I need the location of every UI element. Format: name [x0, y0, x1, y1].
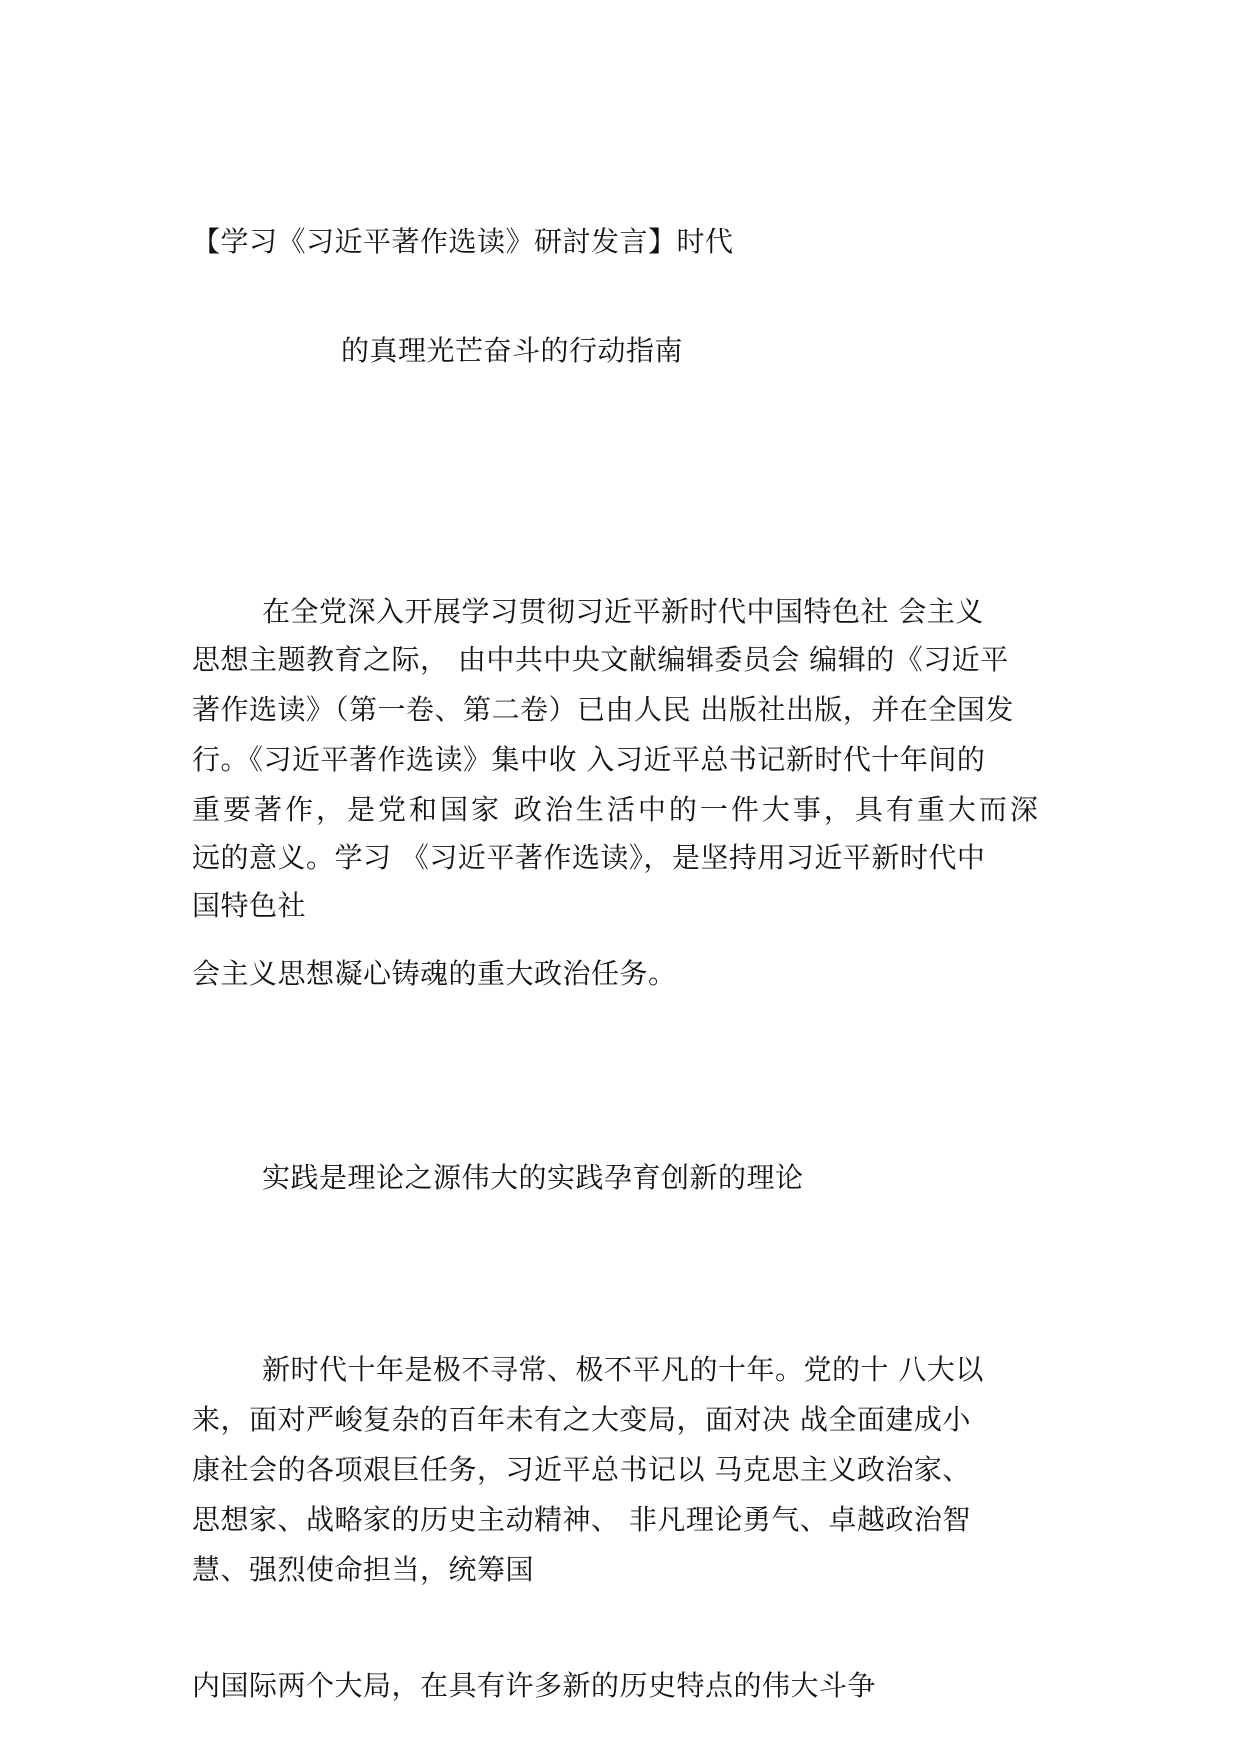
- section-heading: 实践是理论之源伟大的实践孕育创新的理论: [262, 1161, 804, 1194]
- paragraph-1-line: 在全党深入开展学习贯彻习近平新时代中国特色社 会主义: [262, 595, 984, 628]
- paragraph-1-line: 著作选读》（第一卷、第二卷）已由人民 出版社出版，并在全国发: [192, 693, 1014, 726]
- paragraph-2-line: 来，面对严峻复杂的百年未有之大变局，面对决 战全面建成小: [192, 1403, 971, 1436]
- paragraph-2-line: 新时代十年是极不寻常、极不平凡的十年。党的十 八大以: [262, 1353, 984, 1386]
- paragraph-2-line: 内国际两个大局，在具有许多新的历史特点的伟大斗争: [192, 1669, 877, 1702]
- paragraph-2-line: 慧、强烈使命担当，统筹国: [192, 1553, 535, 1586]
- paragraph-1-line: 行。《习近平著作选读》集中收 入习近平总书记新时代十年间的: [192, 743, 986, 776]
- paragraph-1-line: 国特色社: [192, 889, 307, 922]
- paragraph-1-line: 远的意义。学习 《习近平著作选读》，是坚持用习近平新时代中: [192, 841, 986, 874]
- paragraph-2-line: 思想家、战略家的历史主动精神、 非凡理论勇气、卓越政治智: [192, 1503, 971, 1536]
- paragraph-1-line: 会主义思想凝心铸魂的重大政治任务。: [192, 957, 677, 990]
- paragraph-1-line: 思想主题教育之际， 由中共中央文献编辑委员会 编辑的《习近平: [192, 643, 1009, 676]
- document-title-line-1: 【学习《习近平著作选读》研討发言】时代: [192, 225, 734, 258]
- document-title-line-2: 的真理光芒奋斗的行动指南: [341, 334, 684, 367]
- paragraph-2-line: 康社会的各项艰巨任务，习近平总书记以 马克思主义政治家、: [192, 1453, 971, 1486]
- paragraph-1-line: 重要著作，是党和国家 政治生活中的一件大事，具有重大而深: [192, 793, 1041, 826]
